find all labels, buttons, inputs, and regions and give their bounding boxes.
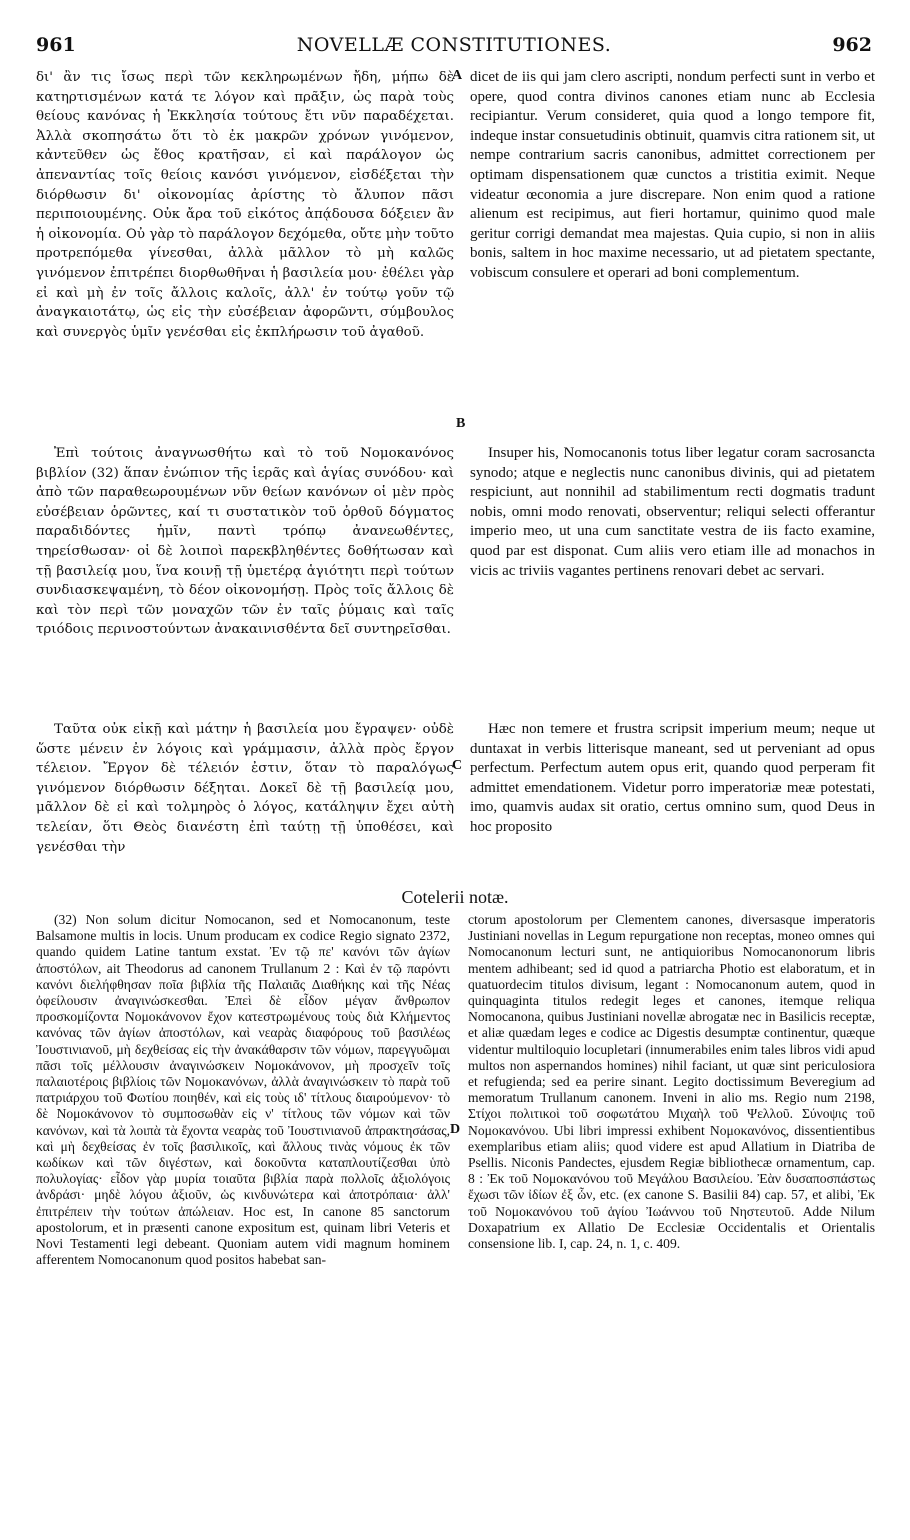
page-number-left: 961	[36, 34, 76, 56]
notes-right-column	[468, 912, 875, 1252]
greek-paragraph-2: Ἐπὶ τούτοις ἀναγνωσθήτω καὶ τὸ τοῦ Νομοκανόνος βιβλίον (32) ἅπαν ἐνώπιον τῆς ἱερᾶς καὶ ἁγίας συνόδου· καὶ ἀπὸ τῶν παραθεωρουμένων νῦν θείων κανόνων οἱ μὲν πρὸς εὐσέβειαν ὁρῶντες, καί τι συστατικὸν τοῦ ὀρθοῦ δόγματος παραδιδόντες ἡμῖν, παντὶ τρόπῳ ἀνανεωθέντες, τηρείσθωσαν· οἱ δὲ λοιποὶ παρεκβληθέντες δοθήτωσαν καὶ τῇ βασιλείᾳ μου, ἵνα κοινῇ τῇ ὑμετέρᾳ ἁγιότητι περὶ τούτων συνδιασκεψαμένη, τὸ δέον οἰκονομήσῃ. Πρὸς τοῖς ἄλλοις δὲ καὶ τὸν περὶ τῶν μοναχῶν τῶν ἐν ταῖς ῥύμαις καὶ ταῖς τριόδοις περινοστούντων ἀνακαινισθέντα δεῖ συντηρεῖσθαι.	[36, 446, 454, 638]
greek-paragraph-1: δι' ἂν τις ἴσως περὶ τῶν κεκληρωμένων ἤδη, μήπω δὲ κατηρτισμένων κατά τε λόγον καὶ πρᾶξιν, ὡς παρὰ τοὺς θείους κανόνας ἡ Ἐκκλησία τούτους ἔτι νῦν παραδέχεται. Ἀλλὰ σκοπησάτω ὅτι τὸ ἐκ μακρῶν χρόνων γινόμενον, κἀντεῦθεν ὡς ἔθος κρατῆσαν, εἰ καὶ παράλογον ὡς ἀπεναντίας τοῖς θείοις κανόσι γινόμενον, εἰσδέξεται τὴν διόρθωσιν δι' οἰκονομίας ἀρίστης τὸ ἄλυπον πᾶσι περιποιουμένης. Οὐκ ἄρα τοῦ εἰκότος ἀπᾴδουσα δόξειεν ἂν ἡ οἰκονομία. Οὐ γὰρ τὸ παράλογον δεχόμεθα, οὔτε μὴν τοῦτο προτρεπόμεθα γίνεσθαι, ἀλλὰ μᾶλλον τὸ μὴ καλῶς γινόμενον ἐπιτρέπει διορθωθῆναι ἡ βασιλεία μου· ἐθέλει γὰρ εἰ καὶ μὴ ἐν τοῖς ἄλλοις καλοῖς, ἀλλ' ἐν τούτῳ γοῦν τῷ ἀναγκαιοτάτῳ, ὡς εἰς τὴν εὐσέβειαν ἀφορῶντι, σύμβουλος καὶ συνεργὸς ὑμῖν γενέσθαι εἰς ἐκπλήρωσιν τοῦ ἀγαθοῦ.	[36, 70, 454, 340]
latin-paragraph-3: Hæc non temere et frustra scripsit imperium meum; neque ut duntaxat in verbis litterisque maneant, sed ut perveniant ad opus perfectum. Perfectum autem opus erit, quando quod perperam fit admittet emendationem. Videtur porro imperatoriæ meæ potestati, imo, quamvis audax sit oratio, certus omnino sum, quod Deus in hoc proposito	[470, 721, 875, 835]
margin-letter-c: C	[452, 758, 463, 773]
margin-letter-a: A	[452, 68, 463, 83]
latin-column-3	[470, 720, 875, 838]
greek-paragraph-3: Ταῦτα οὐκ εἰκῇ καὶ μάτην ἡ βασιλεία μου ἔγραψεν· οὐδὲ ὥστε μένειν ἐν λόγοις καὶ γράμμασιν, ἀλλὰ πρὸς ἔργον τέλειον. Ἔργον δὲ τέλειόν ἐστιν, ὅταν τὸ παραλόγως γινόμενον διόρθωσιν δέξηται. Δοκεῖ δὲ τῇ βασιλείᾳ μου, μᾶλλον δὲ εἰ καὶ τολμηρὸς ὁ λόγος, κατάληψιν ἔχει αὐτὴ τελείαν, ὅτι Θεὸς διανέστη ἐπὶ ταύτῃ τῇ ὑποθέσει, καὶ γενέσθαι τὴν	[36, 722, 454, 855]
running-title: NOVELLÆ CONSTITUTIONES.	[296, 34, 612, 56]
greek-column-2	[36, 444, 454, 640]
note-32-right: ctorum apostolorum per Clementem canones, diversasque imperatoris Justiniani novellas in Legum repurgatione non receptas, moneo omnes qui Nomocanonum lecturi sunt, ne antiquioribus Nomocanonorum libris mentem adhibeant; sed id quod a patriarcha Photio est elaboratum, et in quatuordecim titulos divisum, legant : Nomocanonum autem, quod in quinquaginta titulos redegit leges et canones, itemque reliqua Nomocanona, quibus Justiniani novellæ abrogatæ nec in Basilicis receptæ, et aliæ quædam leges e codice ac Digestis desumptæ continentur, quæque videntur multiloquio locupletari (innumerabiles enim tales libros vidi apud multos non aspernandos homines) nihil faciant, ut quæ sint periculosiora et refugienda; sed ea perire sinant. Legito doctissimum Beveregium ad memoratum Trullanum canonem. Inveni in alio ms. Regio num 2198, Στίχοι πολιτικοὶ τοῦ σοφωτάτου Μιχαὴλ τοῦ Ψελλοῦ. Σύνοψις τοῦ Νομοκανόνου. Ubi libri impressi exhibent Νομοκανόνος, dissentientibus exemplaribus etiam aliis; quod videre est apud Allatium in Diatriba de Psellis. Niconis Pandectes, ejusdem Regiæ bibliothecæ ornamentum, cap. 8 : Ἐκ τοῦ Νομοκανόνου τοῦ Μεγάλου Βασιλείου. Ἐὰν δυσαποσπάστως ἔχωσι τῶν ἰδίων ἐξ ὧν, etc. (ex canone S. Basilii 84) cap. 57, et alibi, Ἐκ τοῦ Νομοκανόνου τοῦ ἁγίου Ἰωάννου τοῦ Νηστευτοῦ. Adde Nilum Doxapatrium ex Allatio De Ecclesiæ Occidentalis et Orientalis consensione lib. I, cap. 24, n. 1, c. 409.	[468, 912, 875, 1252]
margin-letter-b: B	[456, 416, 466, 431]
latin-column-2	[470, 444, 875, 581]
page-number-right: 962	[832, 34, 872, 56]
latin-column-1	[470, 68, 875, 284]
note-32-left: (32) Non solum dicitur Nomocanon, sed et Nomocanonum, teste Balsamone multis in locis. Unum producam ex codice Regio signato 2372, quando quidem Latine tantum exstat. Ἐν τῷ πε' κανόνι τῶν ἁγίων ἀποστόλων, ait Theodorus ad canonem Trullanum 2 : Καὶ ἐν τῷ παρόντι κανόνι διελήφθησαν ποῖα βιβλία τῆς Παλαιᾶς Διαθήκης καὶ τῆς Νέας ὀφείλουσιν ἀναγινώσκεσθαι. Ἐπεὶ δὲ εἶδον μέγαν ἄνθρωπον προσκομίζοντα Νομοκάνονον ἔχον κατεστρωμένους τοὺς διὰ Κλήμεντος κανόνας τῶν ἁγίων ἀποστόλων, καὶ νεαρὰς διαφόρους τοῦ βασιλέως Ἰουστινιανοῦ, μὴ δεχθείσας εἰς τὴν ἀνακάθαρσιν τῶν νόμων, παρεγγυῶμαι πᾶσι τοῖς μέλλουσιν ἀναγινώσκειν Νομοκάνονον, μὴ προσχεῖν τοῖς παλαιοτέροις βιβλίοις τῶν Νομοκανόνων, ἀλλὰ ἀναγινώσκειν τὸ παρὰ τοῦ πατριάρχου τοῦ Φωτίου ποιηθέν, καὶ εἰς τοὺς ιδ' τίτλους διαιρούμενον· τὸ δὲ Νομοκάνονον τὸ συμποσωθὰν εἰς ν' τίτλους τῶν νόμων καὶ τῶν κανόνων, καὶ τὰ λοιπὰ τὰ ἔχοντα νεαρὰς τοῦ Ἰουστινιανοῦ ἀπρακτησάσας, καὶ μὴ δεχθείσας ἐν τοῖς βασιλικοῖς, καὶ ἄλλους τινὰς νόμους ἐκ τῶν κωδίκων καὶ τῶν διγέστων, καὶ δοκοῦντα καταπλουτίζεσθαι ὑπὸ πολυλογίας· εἶδον γὰρ μυρία τοιαῦτα βιβλία παρὰ πολλοῖς ἀξιολόγοις ἀνδράσι· μηδὲ λόγου ἀξιοῦν, ὡς κινδυνώτερα καὶ ἀποτρόπαια· ἀλλ' ἐπιτρέπειν τὴν τούτων ἀπώλειαν. Hoc est, In canone 85 sanctorum apostolorum, et in præsenti canone expositum est, quinam libri Veteris et Novi Testamenti legi debeant. Quoniam autem vidi magnum hominem afferentem Nomocanonum quod positos habebat san-	[36, 912, 450, 1268]
notes-heading: Cotelerii notæ.	[401, 887, 509, 907]
latin-paragraph-1: dicet de iis qui jam clero ascripti, nondum perfecti sunt in verbo et opere, quod contra divinos canones etiam nunc ab Ecclesia recipiantur. Verum consideret, quia quod a longo tempore fit, indeque instar consuetudinis obtinuit, quamvis citra rationem sit, ut nempe contrarium sacris canonibus, admittet correctionem per optimam dispensationem quæ cunctos a tristitia eximit. Neque videatur œconomia a jure discrepare. Non enim quod a ratione alienum est recipimus, aut fieri hortamur, quinimo quod male geritur corrigi demandat mea majestas. Quia cupio, si non in aliis bonis, saltem in hoc maxime necessario, ut ad pietatem spectante, vobiscum consulere et operari ad boni complementum.	[470, 69, 875, 281]
greek-column-3	[36, 720, 454, 857]
notes-left-column	[36, 912, 450, 1268]
latin-paragraph-2: Insuper his, Nomocanonis totus liber legatur coram sacrosancta synodo; atque e neglectis nunc canonibus divinis, qui ad pietatem respiciunt, aut nonnihil ad stabilimentum recti dogmatis tradunt nobis, omni modo renovati, observentur; reliqui selecti offerantur imperio meo, ut una cum sanctitate vestra de iis facto examine, quod par est disponat. Cum aliis vero etiam ille ad monachos in vicis ac triviis vagantes pertinens renovari debet ac servari.	[470, 445, 875, 579]
greek-column-1	[36, 68, 454, 342]
page-header	[36, 34, 872, 60]
margin-letter-d: D	[450, 1122, 461, 1137]
